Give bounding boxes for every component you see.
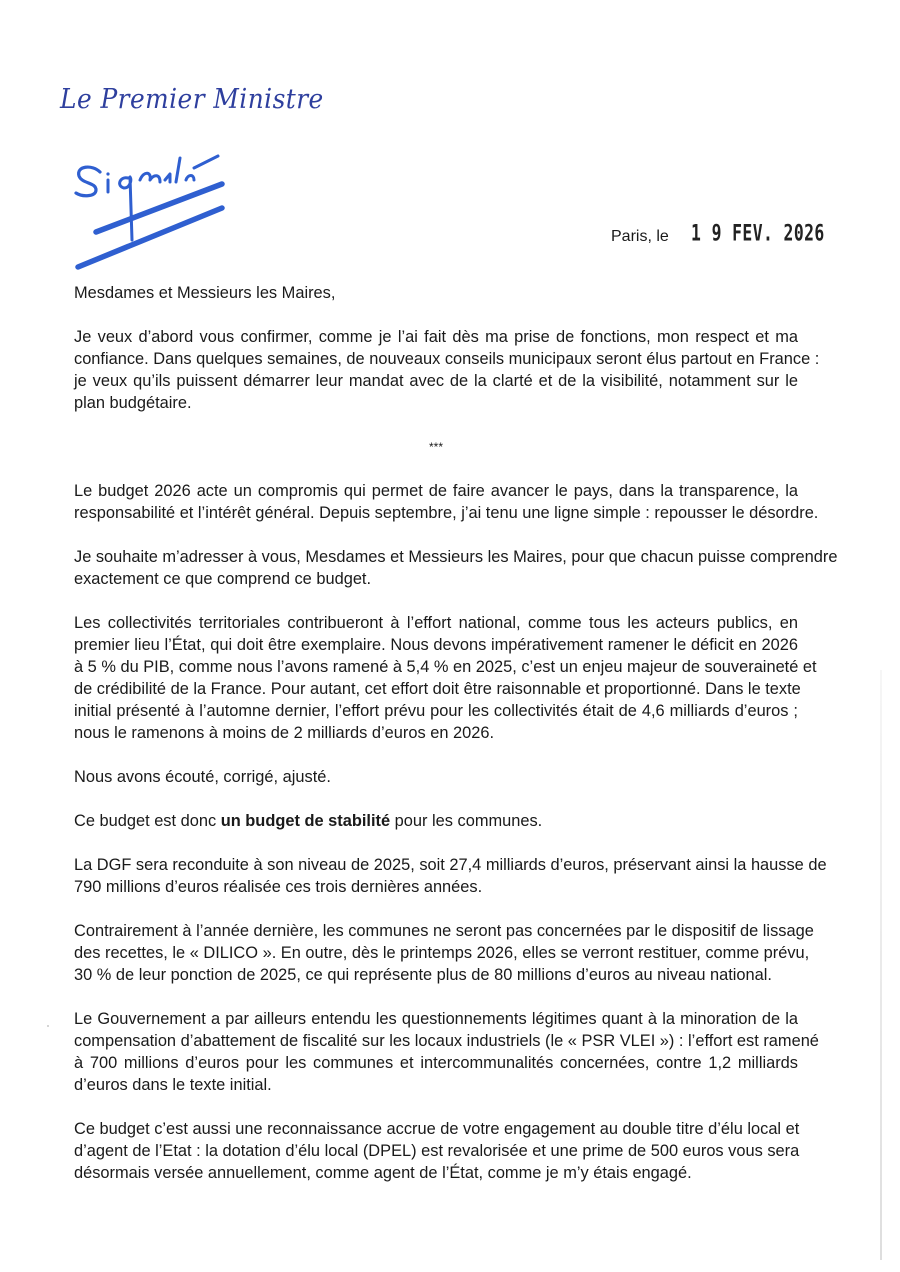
text-line: Les collectivités territoriales contribueront à l’effort national, comme tous les acteurs publics, en xyxy=(74,614,798,632)
text-line: compensation d’abattement de fiscalité sur les locaux industriels (le « PSR VLEI ») : l’effort est ramené xyxy=(74,1032,819,1050)
text-line: initial présenté à l’automne dernier, l’effort prévu pour les collectivités était de 4,6 milliards d’euros ; xyxy=(74,702,798,720)
text-line: je veux qu’ils puissent démarrer leur mandat avec de la clarté et de la visibilité, notamment sur le xyxy=(74,372,798,390)
text-line: Le Gouvernement a par ailleurs entendu les questionnements légitimes quant à la minoration de la xyxy=(74,1010,798,1028)
salutation xyxy=(74,282,798,304)
text-line: exactement ce que comprend ce budget. xyxy=(74,570,372,588)
paragraph-elu-local xyxy=(74,1118,798,1184)
emphasis-budget-stabilite: un budget de stabilité xyxy=(220,812,391,830)
paragraph-dgf xyxy=(74,854,827,898)
paragraph-address xyxy=(74,546,838,590)
text-fragment: pour les communes. xyxy=(390,812,543,830)
paragraph-psr-vlei xyxy=(74,1008,819,1096)
text-line: Le budget 2026 acte un compromis qui permet de faire avancer le pays, dans la transparence, la xyxy=(74,482,798,500)
date-stamp: 1 9 FEV. 2026 xyxy=(690,219,825,246)
text-line: plan budgétaire. xyxy=(74,394,192,412)
scan-artifact-line xyxy=(880,670,882,1260)
text-line: à 5 % du PIB, comme nous l’avons ramené à 5,4 % en 2025, c’est un enjeu majeur de souveraineté et xyxy=(74,658,817,676)
scan-artifact-dot xyxy=(47,1025,49,1027)
paragraph-dilico xyxy=(74,920,814,986)
text-line: 790 millions d’euros réalisée ces trois dernières années. xyxy=(74,878,483,896)
salutation-line: Mesdames et Messieurs les Maires, xyxy=(74,284,336,302)
paragraph-budget-2026 xyxy=(74,480,819,524)
text-line: d’agent de l’Etat : la dotation d’élu local (DPEL) est revalorisée et une prime de 500 euros vous sera xyxy=(74,1142,800,1160)
letterhead-title: Le Premier Ministre xyxy=(60,84,324,115)
dateline-place: Paris, le xyxy=(611,228,669,245)
paragraph-ecoute xyxy=(74,766,798,788)
paragraph-stabilite xyxy=(74,810,798,832)
text-line: d’euros dans le texte initial. xyxy=(74,1076,272,1094)
text-line: premier lieu l’État, qui doit être exemplaire. Nous devons impérativement ramener le déficit en 2026 xyxy=(74,636,798,654)
dateline xyxy=(611,219,854,246)
text-line: 30 % de leur ponction de 2025, ce qui représente plus de 80 millions d’euros au niveau national. xyxy=(74,966,772,984)
text-line: nous le ramenons à moins de 2 milliards d’euros en 2026. xyxy=(74,724,495,742)
text-line: désormais versée annuellement, comme agent de l’État, comme je m’y étais engagé. xyxy=(74,1164,692,1182)
text-line: confiance. Dans quelques semaines, de nouveaux conseils municipaux seront élus partout en France : xyxy=(74,350,820,368)
text-line: Nous avons écouté, corrigé, ajusté. xyxy=(74,768,331,786)
text-line: à 700 millions d’euros pour les communes et intercommunalités concernées, contre 1,2 milliards xyxy=(74,1054,798,1072)
section-separator: *** xyxy=(428,440,443,454)
paragraph-collectivites xyxy=(74,612,817,744)
text-line: Contrairement à l’année dernière, les communes ne seront pas concernées par le dispositif de lissage xyxy=(74,922,814,940)
signature-icon xyxy=(70,150,245,275)
text-line: La DGF sera reconduite à son niveau de 2025, soit 27,4 milliards d’euros, préservant ainsi la hausse de xyxy=(74,856,827,874)
text-line: Je veux d’abord vous confirmer, comme je l’ai fait dès ma prise de fonctions, mon respect et ma xyxy=(74,328,798,346)
text-line: Ce budget c’est aussi une reconnaissance accrue de votre engagement au double titre d’élu local et xyxy=(74,1120,800,1138)
text-fragment: Ce budget est donc xyxy=(74,812,221,830)
text-line: de crédibilité de la France. Pour autant, cet effort doit être raisonnable et proportionné. Dans le texte xyxy=(74,680,801,698)
text-line xyxy=(74,810,798,832)
text-line: responsabilité et l’intérêt général. Depuis septembre, j’ai tenu une ligne simple : repousser le désordre. xyxy=(74,504,819,522)
paragraph-intro xyxy=(74,326,820,414)
letter-body xyxy=(74,282,838,1206)
text-line: des recettes, le « DILICO ». En outre, dès le printemps 2026, elles se verront restituer, comme prévu, xyxy=(74,944,810,962)
text-line: Je souhaite m’adresser à vous, Mesdames et Messieurs les Maires, pour que chacun puisse comprendre xyxy=(74,548,838,566)
